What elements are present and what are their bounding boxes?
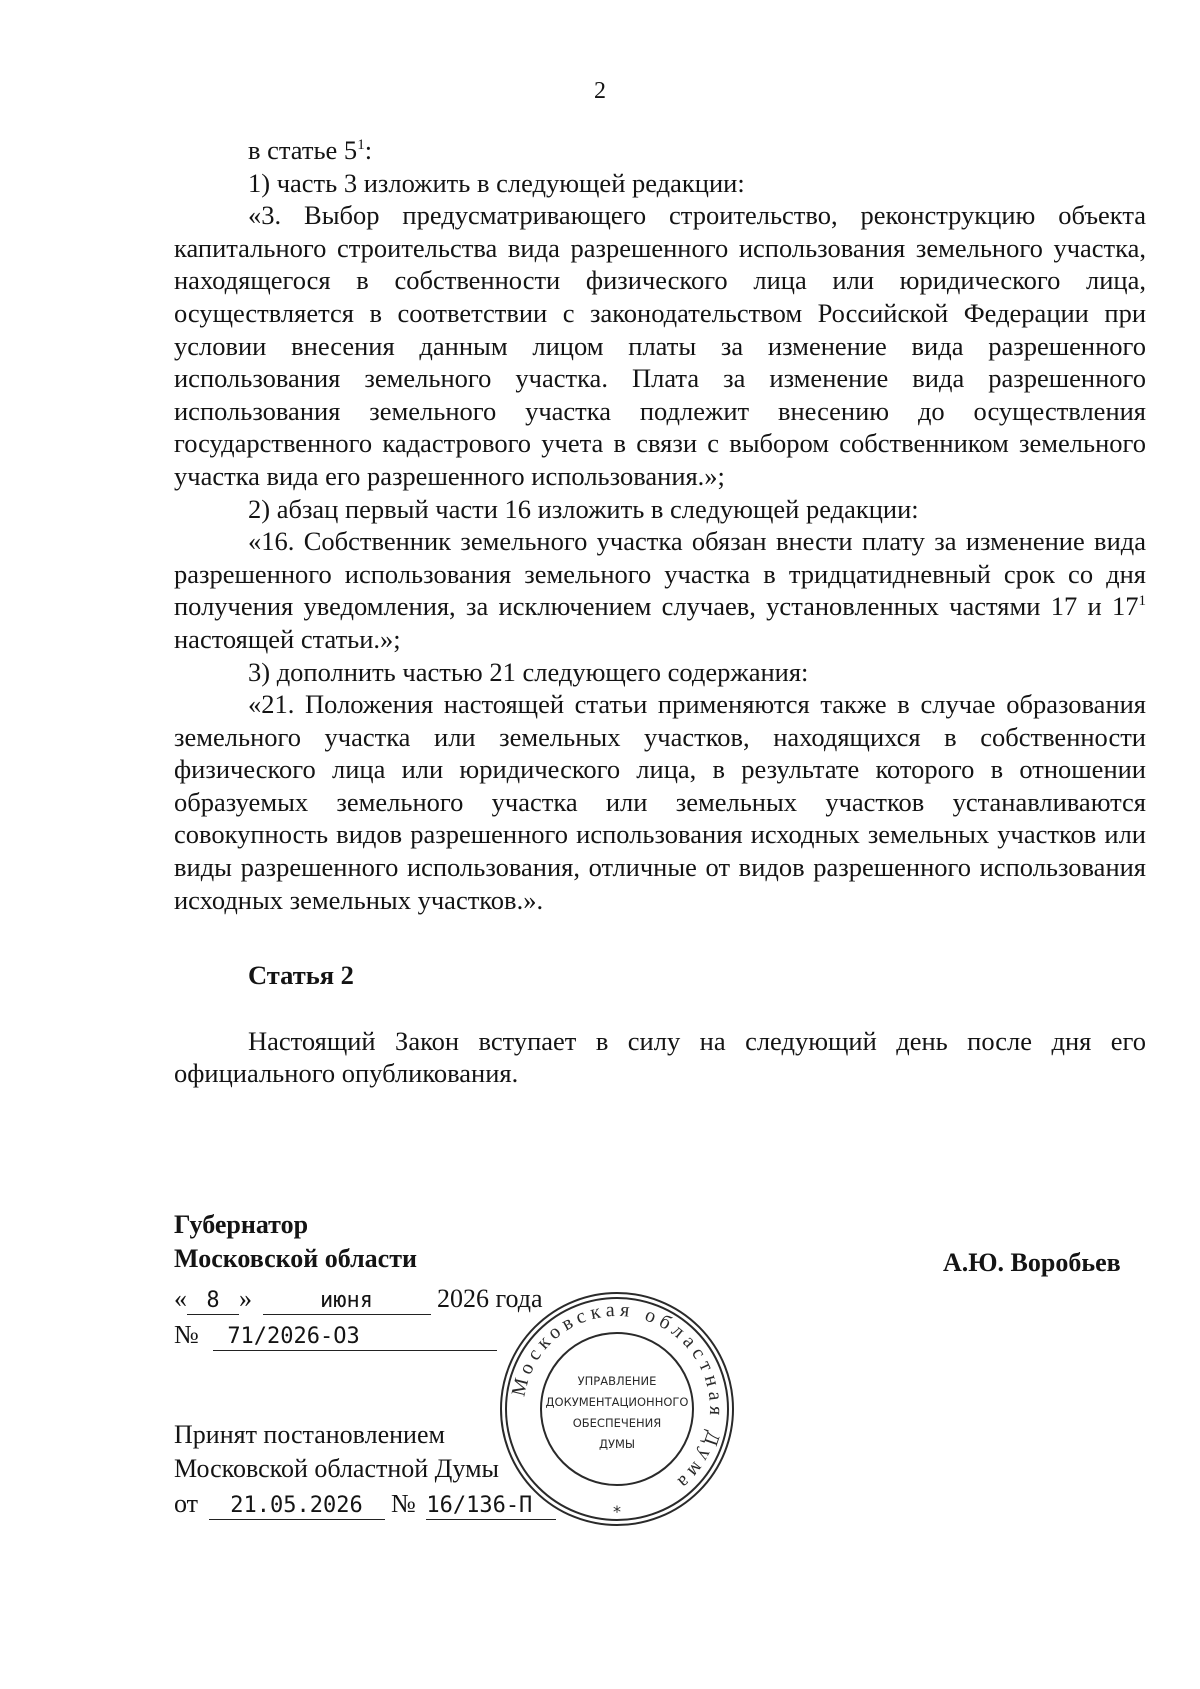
signing-date xyxy=(174,1282,543,1315)
date-open-quote: « xyxy=(174,1284,187,1313)
item-3: 3) дополнить частью 21 следующего содержания: xyxy=(248,656,809,687)
law-number-label: № xyxy=(174,1320,199,1349)
adoption-from-label: от xyxy=(174,1489,199,1518)
date-month: июня xyxy=(263,1288,431,1315)
part-16-end: настоящей статьи.»; xyxy=(174,623,401,654)
intro-text: в статье 5 xyxy=(248,135,358,165)
law-number xyxy=(174,1318,497,1351)
stamp-center-line3: ОБЕСПЕЧЕНИЯ xyxy=(572,1416,662,1430)
adoption-date: 21.05.2026 xyxy=(209,1493,385,1520)
part-21-text: «21. Положения настоящей статьи применяются также в случае образования земельного участка или земельных участков, находящихся в собственности физического лица или юридического лица, в результате которого в отношении образуемых земельного участка или земельных участков устанавливаются совокупность видов разрешенного использования исходных земельных участков или виды разрешенного использования, отличные от видов разрешенного использования исходных земельных участков.». xyxy=(174,689,1146,915)
article-2-text: Настоящий Закон вступает в силу на следующий день после дня его официального опубликования. xyxy=(174,1025,1146,1089)
intro-line xyxy=(174,134,1146,167)
part-16-main: «16. Собственник земельного участка обязан внести плату за изменение вида разрешенного использования земельного участка в тридцатидневный срок со дня получения уведомления, за исключением случаев, установленных частями 17 и 17 xyxy=(174,526,1146,622)
governor-name: А.Ю. Воробьев xyxy=(943,1248,1121,1277)
adoption-number: 16/136-П xyxy=(426,1493,556,1520)
intro-colon: : xyxy=(364,135,373,165)
date-close-quote: » xyxy=(239,1284,252,1313)
stamp-center-line1: УПРАВЛЕНИЕ xyxy=(577,1374,657,1388)
part-16-text xyxy=(174,525,1146,655)
document-body xyxy=(174,134,1146,1090)
article-2-heading: Статья 2 xyxy=(248,960,354,991)
stamp-center-line4: ДУМЫ xyxy=(598,1437,636,1451)
part-3-text: «3. Выбор предусматривающего строительство, реконструкцию объекта капитального строительства вида разрешенного использования земельного участка, находящегося в собственности физического лица или юридического лица, осуществляется в соответствии с законодательством Российской Федерации при условии внесения данным лицом платы за изменение вида разрешенного использования земельного участка. Плата за изменение вида разрешенного использования земельного участка подлежит внесению до осуществления государственного кадастрового учета в связи с выбором собственником земельного участка вида его разрешенного использования.»; xyxy=(174,200,1146,491)
stamp-ring-text: Московская областная Дума xyxy=(507,1298,728,1497)
governor-title-line1: Губернатор xyxy=(174,1210,309,1239)
law-number-value: 71/2026-ОЗ xyxy=(213,1324,497,1351)
stamp-star: * xyxy=(613,1502,621,1521)
adoption-number-label: № xyxy=(391,1489,416,1518)
date-year: 2026 года xyxy=(437,1284,543,1313)
adoption-line2: Московской областной Думы xyxy=(174,1454,499,1483)
page-number: 2 xyxy=(594,78,606,104)
stamp-center-line2: ДОКУМЕНТАЦИОННОГО xyxy=(545,1395,689,1409)
intro-superscript: 1 xyxy=(357,137,365,153)
part-16-superscript: 1 xyxy=(1138,593,1146,610)
adoption-line1: Принят постановлением xyxy=(174,1420,445,1449)
date-day: 8 xyxy=(187,1288,239,1315)
official-stamp xyxy=(497,1289,737,1529)
governor-title-line2: Московской области xyxy=(174,1244,417,1273)
item-1: 1) часть 3 изложить в следующей редакции: xyxy=(248,167,745,198)
item-2: 2) абзац первый части 16 изложить в следующей редакции: xyxy=(248,493,919,524)
